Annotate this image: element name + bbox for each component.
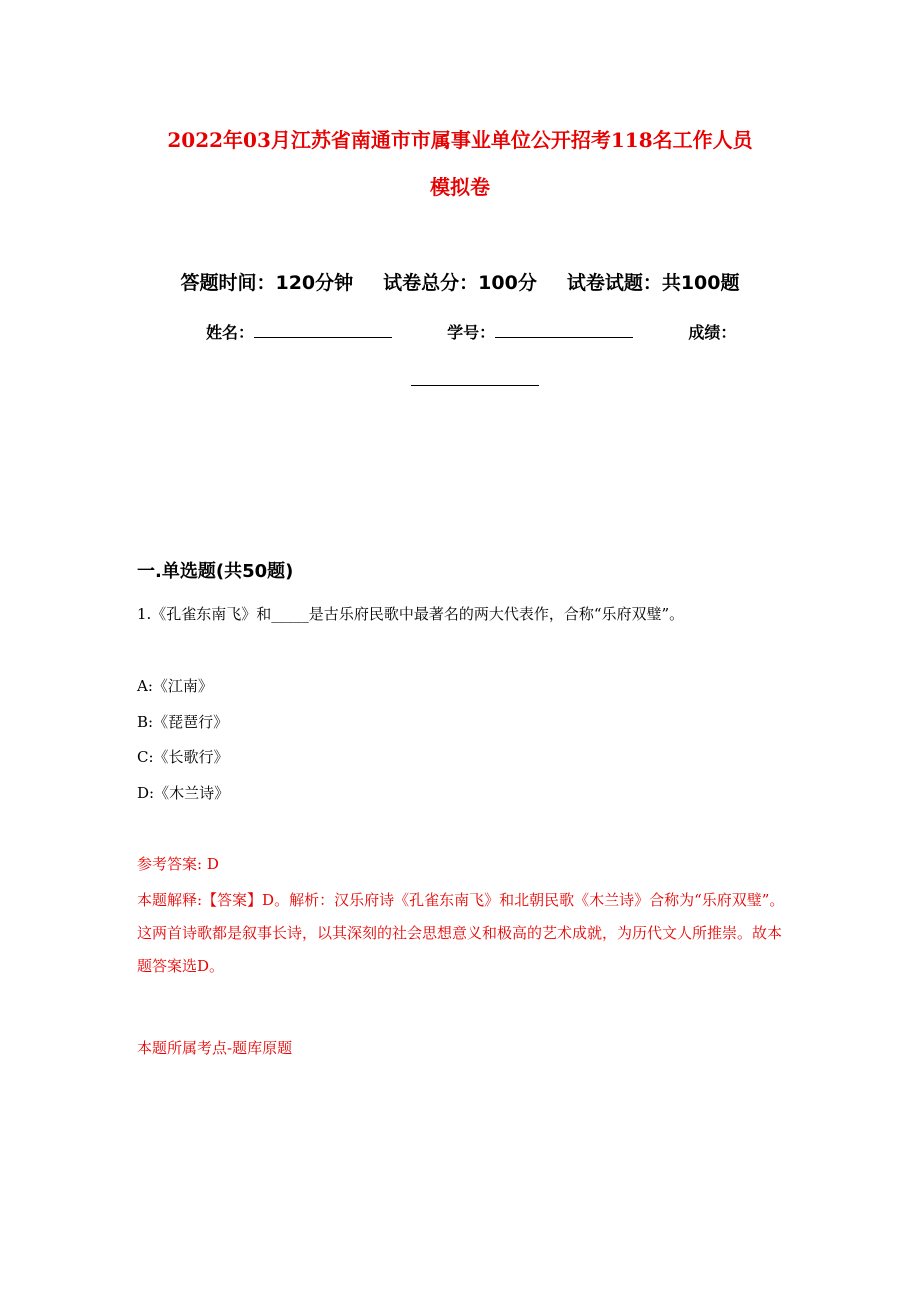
option-a: A:《江南》 (137, 677, 213, 695)
exam-title-line-2: 模拟卷 (430, 175, 490, 199)
score-blank (411, 385, 539, 386)
exam-question-count: 试卷试题：共100题 (566, 272, 740, 294)
name-label: 姓名： (206, 323, 255, 342)
name-blank (254, 323, 392, 338)
question-stem: 1.《孔雀东南飞》和_____是古乐府民歌中最著名的两大代表作，合称“乐府双璧”。 (137, 605, 685, 623)
section-heading: 一.单选题(共50题) (137, 561, 294, 582)
exam-meta (0, 268, 920, 295)
answer-explanation: 本题解释:【答案】D。解析：汉乐府诗《孔雀东南飞》和北朝民歌《木兰诗》合称为“乐府双璧”。这两首诗歌都是叙事长诗，以其深刻的社会思想意义和极高的艺术成就，为历代文人所推崇。故本题答案选D。 (137, 891, 785, 975)
option-d: D:《木兰诗》 (137, 784, 230, 802)
id-label: 学号： (447, 323, 496, 342)
question-point: 本题所属考点-题库原题 (137, 1039, 293, 1057)
id-blank (495, 323, 633, 338)
score-label: 成绩： (688, 323, 737, 342)
exam-title-line-1: 2022年03月江苏省南通市市属事业单位公开招考118名工作人员 (167, 128, 753, 152)
option-c: C:《长歌行》 (137, 748, 229, 766)
exam-total-score: 试卷总分：100分 (383, 272, 537, 294)
option-b: B:《琵琶行》 (137, 713, 229, 731)
reference-answer: 参考答案: D (137, 855, 219, 873)
student-fields (206, 320, 736, 343)
exam-time: 答题时间：120分钟 (180, 272, 354, 294)
